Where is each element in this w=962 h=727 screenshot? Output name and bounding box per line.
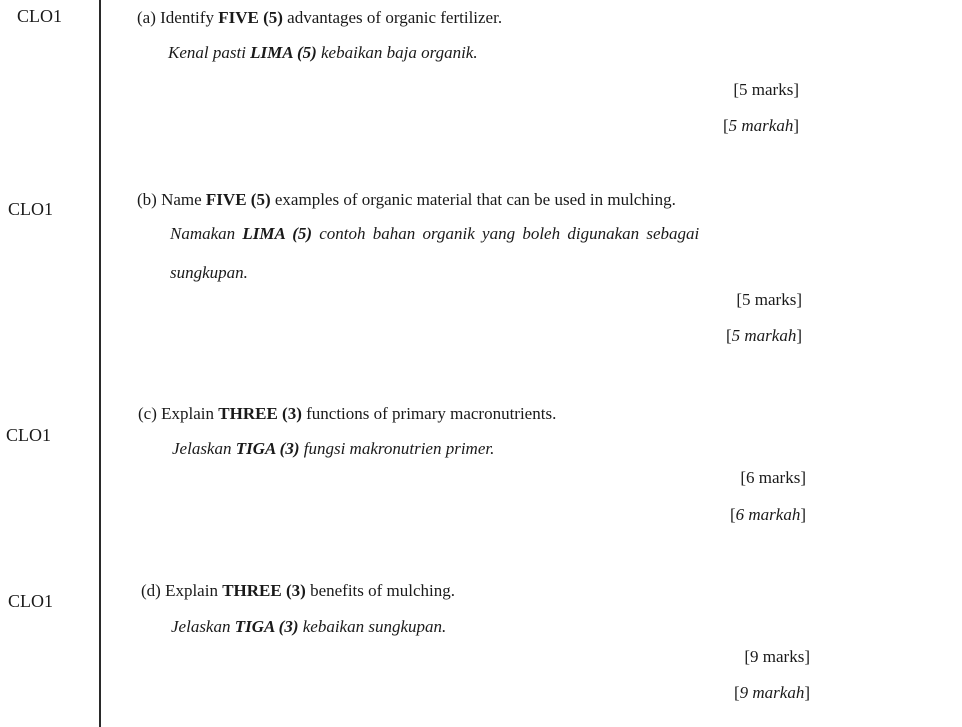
question-c-markah: [6 markah]: [729, 505, 806, 524]
question-b-marks: [5 marks]: [736, 290, 802, 309]
question-b-malay-line1: Namakan LIMA (5) contoh bahan organik yang boleh digunakan sebagai: [170, 224, 700, 243]
question-a-markah: [5 markah]: [722, 116, 799, 135]
question-a-malay: Kenal pasti LIMA (5) kebaikan baja organik.: [168, 43, 478, 62]
question-d-malay: Jelaskan TIGA (3) kebaikan sungkupan.: [171, 617, 447, 636]
question-d-markah: [9 markah]: [733, 683, 810, 702]
question-c-marks: [6 marks]: [740, 468, 806, 487]
question-a-marks: [5 marks]: [733, 80, 799, 99]
question-c-english: (c) Explain THREE (3) functions of primary macronutrients.: [138, 404, 557, 423]
column-divider: [99, 0, 101, 727]
question-a-english: (a) Identify FIVE (5) advantages of organic fertilizer.: [137, 8, 503, 27]
question-b-english: (b) Name FIVE (5) examples of organic material that can be used in mulching.: [137, 190, 676, 209]
question-b-malay-line2: sungkupan.: [170, 263, 248, 282]
question-d-english: (d) Explain THREE (3) benefits of mulching.: [141, 581, 456, 600]
clo-label-b: CLO1: [8, 199, 53, 219]
question-d-marks: [9 marks]: [744, 647, 810, 666]
clo-label-c: CLO1: [6, 425, 51, 445]
clo-label-a: CLO1: [17, 6, 62, 26]
clo-label-d: CLO1: [8, 591, 53, 611]
question-b-markah: [5 markah]: [725, 326, 802, 345]
question-c-malay: Jelaskan TIGA (3) fungsi makronutrien primer.: [172, 439, 495, 458]
